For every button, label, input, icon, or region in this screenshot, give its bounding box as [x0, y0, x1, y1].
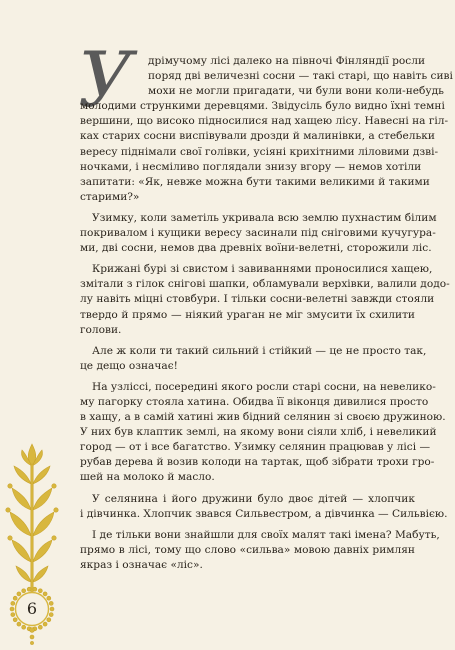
text-line: ках старих сосни виспівували дрозди й малинівки, а стебельки — [80, 130, 435, 143]
text-line: покривалом і кущики вересу засинали під сніговими кучугура- — [80, 227, 436, 240]
ornament-dot — [33, 587, 37, 591]
ornament-dot — [50, 607, 54, 611]
ornament-dot — [38, 625, 42, 629]
text-line: якраз і означає «ліс». — [80, 558, 203, 571]
text-line: в хащу, а в самій хатині жив бідний селянин зі своєю дружиною. — [80, 411, 446, 424]
text-line: У селянина і його дружини було двоє дітей — хлопчик — [92, 492, 415, 505]
ornament-dot — [22, 589, 26, 593]
page-number: 6 — [26, 599, 38, 618]
text-line: мохи не могли пригадати, чи були вони коли-небудь — [148, 85, 444, 98]
paragraph — [80, 380, 446, 486]
text-line: вершини, що високо підносилися над хащею лісу. Навесні на гіл- — [80, 115, 449, 128]
text-line: старими?» — [80, 190, 140, 203]
text-line: голови. — [80, 323, 122, 336]
text-line: прямо в лісі, тому що слово «сильва» мовою давніх римлян — [80, 543, 415, 556]
ornament-dot — [38, 589, 42, 593]
text-line: ночками, і несміливо поглядали знизу вгору — немов хотіли — [80, 160, 422, 173]
text-line: І де тільки вони знайшли для своїх малят такі імена? Мабуть, — [92, 528, 440, 541]
text-line: це дещо означає! — [80, 359, 178, 372]
paragraph — [80, 344, 427, 374]
text-line: му пагорку стояла хатина. Обидва її віконця дивилися просто — [80, 395, 429, 408]
text-line: вересу піднімали свої голівки, усіяні крихітними ліловими дзві- — [80, 145, 439, 158]
paragraph — [80, 528, 440, 573]
paragraph — [80, 54, 453, 205]
text-line: рубав дерева й возив колоди на тартак, щоб зібрати трохи гро- — [80, 456, 435, 469]
text-line: твердо й прямо — ніякий ураган не міг змусити їх схилити — [80, 308, 415, 321]
paragraph — [80, 211, 437, 256]
text-line: Але ж коли ти такий сильний і стійкий — це не просто так, — [92, 344, 427, 357]
text-line: У них був клаптик землі, на якому вони сіяли хліб, і невеликий — [80, 426, 437, 439]
text-line: і дівчинка. Хлопчик звався Сильвестром, а дівчинка — Сильвією. — [80, 507, 448, 520]
drop-cap: У — [78, 35, 133, 124]
text-line: На узліссі, посередині якого росли старі сосни, на невелико- — [92, 380, 436, 393]
body-text — [80, 54, 453, 573]
text-line: шей на молоко й масло. — [80, 471, 215, 484]
ornament-dot — [22, 625, 26, 629]
text-line: дрімучому лісі далеко на півночі Фінляндії росли — [148, 55, 426, 67]
text-line: лу навіть міцні стовбури. І тільки сосни-велетні завжди стояли — [80, 293, 435, 306]
paragraph — [80, 492, 448, 522]
text-line: змітали з гілок снігові шапки, обламували верхівки, валили додо- — [80, 278, 450, 291]
text-line: Крижані бурі зі свистом і завиваннями проносилися хащею, — [92, 263, 433, 276]
text-line: запитати: «Як, невже можна бути такими великими й такими — [80, 175, 430, 188]
text-line: молодими стрункими деревцями. Звідусіль було видно їхні темні — [80, 100, 445, 113]
text-line: ми, дві сосни, немов два древніх воїни-велетні, сторожили ліс. — [80, 242, 432, 255]
ornament-dot — [27, 587, 31, 591]
text-line: город — от і все багатство. Узимку селянин працював у лісі — — [80, 441, 431, 454]
ornament-dot — [43, 622, 47, 626]
text-line: поряд дві величезні сосни — такі старі, що навіть сиві — [148, 70, 453, 83]
ornament-dot — [17, 622, 21, 626]
paragraph — [80, 262, 450, 337]
text-line: Узимку, коли заметіль укривала всю землю пухнастим білим — [92, 211, 437, 224]
